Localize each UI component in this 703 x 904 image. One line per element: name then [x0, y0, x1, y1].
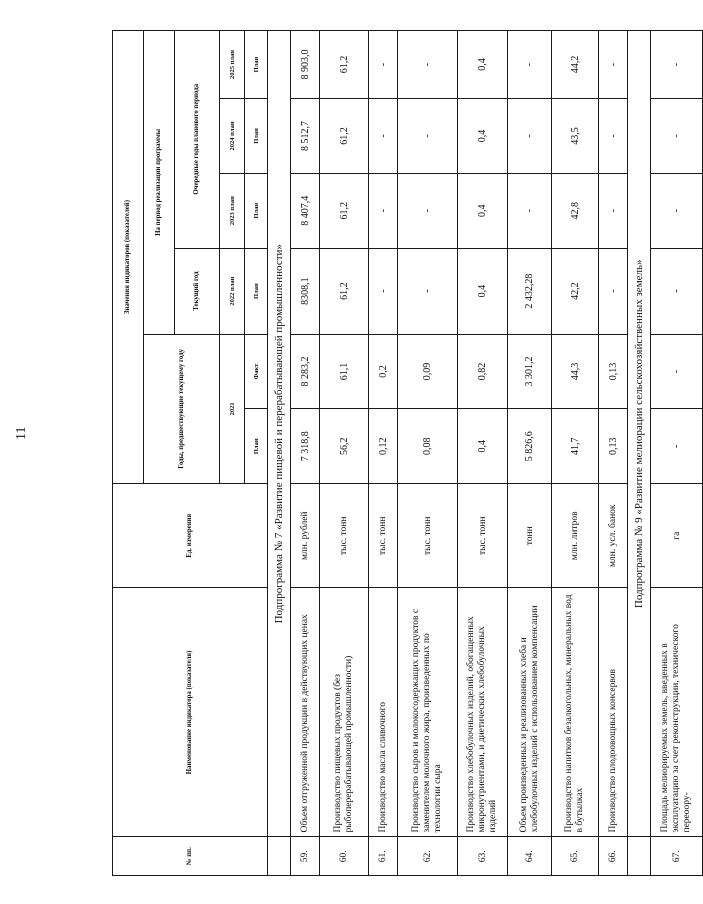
indicator-name: Производство напитков безалкогольных, минеральных вод в бутылках: [552, 588, 599, 837]
row-number: 67.: [651, 837, 703, 876]
value-cell: -: [369, 99, 398, 174]
value-cell: 61,2: [320, 31, 369, 99]
header-fact: Факт: [245, 334, 268, 409]
indicator-name: Производство сыров и молокосодержащих продуктов с заменителем молочного жира, произведенных по технологии сыра: [398, 588, 458, 837]
table-row: [651, 31, 703, 876]
value-cell: 61,2: [320, 173, 369, 248]
value-cell: 44,3: [552, 334, 599, 409]
value-cell: -: [651, 409, 703, 484]
header-period: На период реализации программы: [144, 31, 175, 335]
table-row: [320, 31, 369, 876]
unit-cell: тонн: [508, 484, 552, 588]
value-cell: -: [398, 173, 458, 248]
indicator-name: Площадь мелиорируемых земель, введенных в эксплуатацию за счет реконструкции, технического переоору-: [651, 588, 703, 837]
value-cell: 43,5: [552, 99, 599, 174]
row-number: 65.: [552, 837, 599, 876]
indicator-name: Производство масла сливочного: [369, 588, 398, 837]
value-cell: 42,8: [552, 173, 599, 248]
value-cell: 0,09: [398, 334, 458, 409]
value-cell: -: [599, 31, 628, 99]
header-2024: 2024 план: [220, 99, 245, 174]
value-cell: -: [398, 248, 458, 334]
header-current-year: Текущий год: [175, 248, 220, 334]
unit-cell: млн. литров: [552, 484, 599, 588]
value-cell: -: [398, 31, 458, 99]
table-row: [599, 31, 628, 876]
table-row: [369, 31, 398, 876]
unit-cell: млн. рублей: [291, 484, 320, 588]
value-cell: -: [398, 99, 458, 174]
table-row: [508, 31, 552, 876]
indicator-name: Производство плодоовощных консервов: [599, 588, 628, 837]
header-unit: Ед. измерения: [113, 484, 268, 588]
value-cell: 0,82: [458, 334, 508, 409]
value-cell: 41,7: [552, 409, 599, 484]
value-cell: 0,4: [458, 409, 508, 484]
value-cell: 2 432,28: [508, 248, 552, 334]
row-number: 59.: [291, 837, 320, 876]
header-next-years: Очередные годы планового периода: [175, 31, 220, 249]
value-cell: 0,4: [458, 99, 508, 174]
value-cell: 61,2: [320, 99, 369, 174]
value-cell: -: [508, 173, 552, 248]
value-cell: -: [651, 99, 703, 174]
row-number: 63.: [458, 837, 508, 876]
value-cell: 0,4: [458, 248, 508, 334]
value-cell: 8 283,2: [291, 334, 320, 409]
value-cell: 0,13: [599, 334, 628, 409]
value-cell: -: [369, 173, 398, 248]
value-cell: 42,2: [552, 248, 599, 334]
value-cell: -: [369, 31, 398, 99]
header-prev-years: Годы, предшествующие текущему году: [144, 334, 220, 484]
header-2023: 2023 план: [220, 173, 245, 248]
header-2021: 2021: [220, 334, 245, 484]
table-row: [458, 31, 508, 876]
header-plan: План: [245, 409, 268, 484]
value-cell: 0,2: [369, 334, 398, 409]
value-cell: -: [651, 173, 703, 248]
row-number: 61.: [369, 837, 398, 876]
indicator-name: Производство пищевых продуктов (без рыбоперерабатывающей промышленности): [320, 588, 369, 837]
indicator-name: Объем произведенных и реализованных хлеба и хлебобулочных изделий с использованием компенсации: [508, 588, 552, 837]
value-cell: -: [508, 99, 552, 174]
table-row: [291, 31, 320, 876]
value-cell: -: [599, 99, 628, 174]
header-plan: План: [245, 173, 268, 248]
value-cell: 0,4: [458, 173, 508, 248]
value-cell: -: [599, 173, 628, 248]
page-number: 11: [14, 426, 29, 440]
unit-cell: га: [651, 484, 703, 588]
value-cell: 8 512,7: [291, 99, 320, 174]
indicators-table: [112, 30, 703, 876]
header-plan: План: [245, 99, 268, 174]
value-cell: 7 318,8: [291, 409, 320, 484]
unit-cell: млн. усл. банок: [599, 484, 628, 588]
header-plan: План: [245, 248, 268, 334]
value-cell: -: [651, 248, 703, 334]
unit-cell: тыс. тонн: [369, 484, 398, 588]
unit-cell: тыс. тонн: [458, 484, 508, 588]
value-cell: -: [651, 31, 703, 99]
indicator-name: Объем отгруженной продукции в действующих ценах: [291, 588, 320, 837]
value-cell: -: [369, 248, 398, 334]
value-cell: 61,1: [320, 334, 369, 409]
header-2025: 2025 план: [220, 31, 245, 99]
row-number: 64.: [508, 837, 552, 876]
table-row: [552, 31, 599, 876]
value-cell: 8308,1: [291, 248, 320, 334]
header-num: № пп.: [113, 837, 268, 876]
value-cell: -: [508, 31, 552, 99]
value-cell: -: [651, 334, 703, 409]
header-name: Наименование индикатора (показателя): [113, 588, 268, 837]
value-cell: 44,2: [552, 31, 599, 99]
value-cell: 0,12: [369, 409, 398, 484]
value-cell: -: [599, 248, 628, 334]
rotated-table-container: [112, 30, 692, 876]
row-number: 62.: [398, 837, 458, 876]
indicator-name: Производство хлебобулочных изделий, обогащенных микронутриентами, и диетических хлебобулочных изделий: [458, 588, 508, 837]
value-cell: 0,4: [458, 31, 508, 99]
header-2022: 2022 план: [220, 248, 245, 334]
unit-cell: тыс. тонн: [398, 484, 458, 588]
value-cell: 56,2: [320, 409, 369, 484]
value-cell: 0,13: [599, 409, 628, 484]
row-number: 66.: [599, 837, 628, 876]
value-cell: 8 903,0: [291, 31, 320, 99]
table-row: [398, 31, 458, 876]
section-title: Подпрограмма № 7 «Развитие пищевой и перерабатывающей промышленности»: [268, 31, 291, 838]
value-cell: 3 301,2: [508, 334, 552, 409]
value-cell: 0,08: [398, 409, 458, 484]
header-plan: План: [245, 31, 268, 99]
value-cell: 61,2: [320, 248, 369, 334]
unit-cell: тыс. тонн: [320, 484, 369, 588]
header-values: Значения индикаторов (показателей): [113, 31, 144, 484]
row-number: 60.: [320, 837, 369, 876]
section-title: Подпрограмма № 9 «Развитие мелиорации сельскохозяйственных земель»: [628, 31, 651, 838]
value-cell: 5 826,6: [508, 409, 552, 484]
value-cell: 8 407,4: [291, 173, 320, 248]
